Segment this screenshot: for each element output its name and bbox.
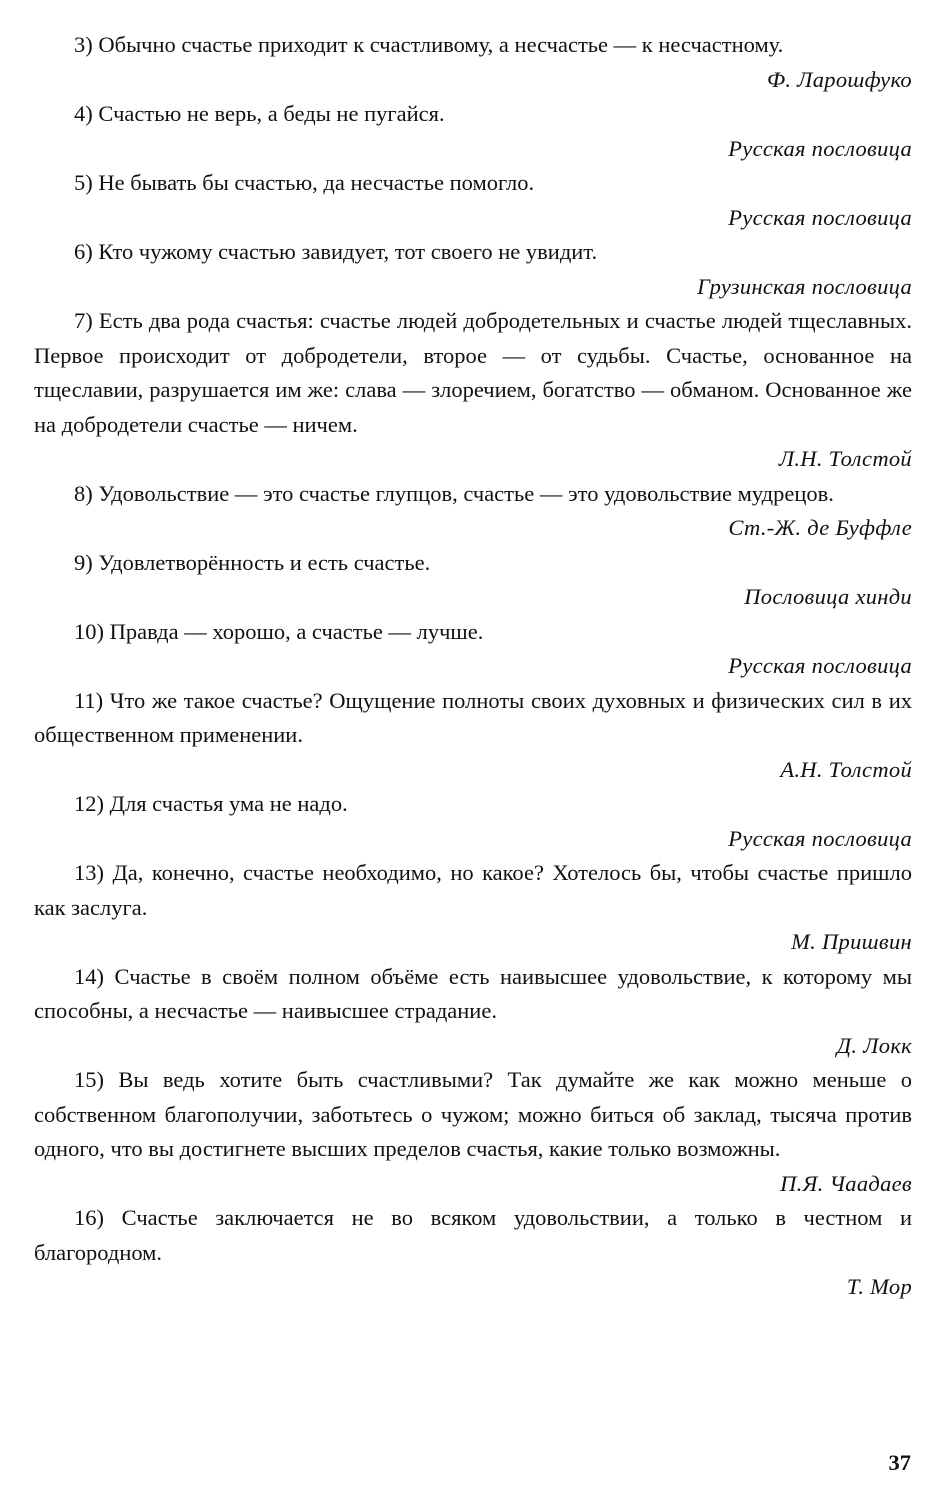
quote-text: 15) Вы ведь хотите быть счастливыми? Так думайте же как можно меньше о собственном благополучии, заботьтесь о чужом; можно биться об заклад, тысяча против одного, что вы достигнете высших пределов счастья, какие только возможны. (34, 1067, 912, 1161)
quote-author: Ф. Ларошфуко (766, 66, 912, 92)
quote-author: Д. Локк (836, 1032, 912, 1058)
quote-13 (34, 856, 912, 960)
quote-author: Ст.-Ж. де Буффле (728, 515, 912, 540)
quote-text: 10) Правда — хорошо, а счастье — лучше. (74, 618, 484, 644)
quote-9 (34, 546, 912, 615)
quote-14 (34, 960, 912, 1064)
quote-text: 9) Удовлетворённость и есть счастье. (74, 549, 431, 575)
quote-author: Т. Мор (846, 1274, 912, 1299)
quote-author: Русская пословица (728, 204, 912, 230)
quote-text: 3) Обычно счастье приходит к счастливому, а несчастье — к несчастному. (74, 32, 784, 57)
quote-5 (34, 166, 912, 235)
quote-author: Русская пословица (728, 825, 912, 851)
quote-text: 16) Счастье заключается не во всяком удовольствии, а только в честном и благородном. (34, 1205, 912, 1265)
page-number: 37 (888, 1450, 911, 1475)
quote-10 (34, 615, 912, 684)
quote-text: 11) Что же такое счастье? Ощущение полноты своих духовных и физических сил в их общественном применении. (34, 687, 912, 747)
quote-15 (34, 1063, 912, 1201)
quote-text: 14) Счастье в своём полном объёме есть наивысшее удовольствие, к которому мы способны, а несчастье — наивысшее страдание. (34, 963, 912, 1023)
quote-3 (34, 28, 912, 97)
quote-author: Русская пословица (728, 653, 912, 678)
quote-4 (34, 97, 912, 166)
quote-author: Пословица хинди (744, 584, 912, 609)
quote-16 (34, 1201, 912, 1305)
quote-author: Л.Н. Толстой (778, 446, 912, 471)
quote-author: М. Пришвин (791, 929, 912, 954)
quote-8 (34, 477, 912, 546)
page-content (34, 28, 912, 1305)
quote-author: А.Н. Толстой (780, 756, 912, 782)
quote-text: 4) Счастью не верь, а беды не пугайся. (74, 101, 445, 126)
quote-text: 12) Для счастья ума не надо. (74, 791, 348, 816)
quote-text: 13) Да, конечно, счастье необходимо, но какое? Хотелось бы, чтобы счастье пришло как заслуга. (34, 860, 912, 920)
quote-author: П.Я. Чаадаев (780, 1170, 912, 1196)
quote-11 (34, 684, 912, 788)
quote-text: 5) Не бывать бы счастью, да несчастье помогло. (74, 170, 535, 195)
quote-text: 7) Есть два рода счастья: счастье людей добродетельных и счастье людей тщеславных. Первое происходит от добродетели, второе — от судьбы. Счастье, основанное на тщеславии, разрушается им же: слава — злоречием, богатство — обманом. Основанное же на добродетели счастье — ничем. (34, 308, 912, 437)
quote-12 (34, 787, 912, 856)
quote-text: 6) Кто чужому счастью завидует, тот своего не увидит. (74, 239, 598, 264)
quote-7 (34, 304, 912, 477)
quote-6 (34, 235, 912, 304)
quote-author: Русская пословица (728, 135, 912, 161)
quote-text: 8) Удовольствие — это счастье глупцов, счастье — это удовольствие мудрецов. (74, 480, 834, 506)
quote-author: Грузинская пословица (697, 273, 912, 299)
